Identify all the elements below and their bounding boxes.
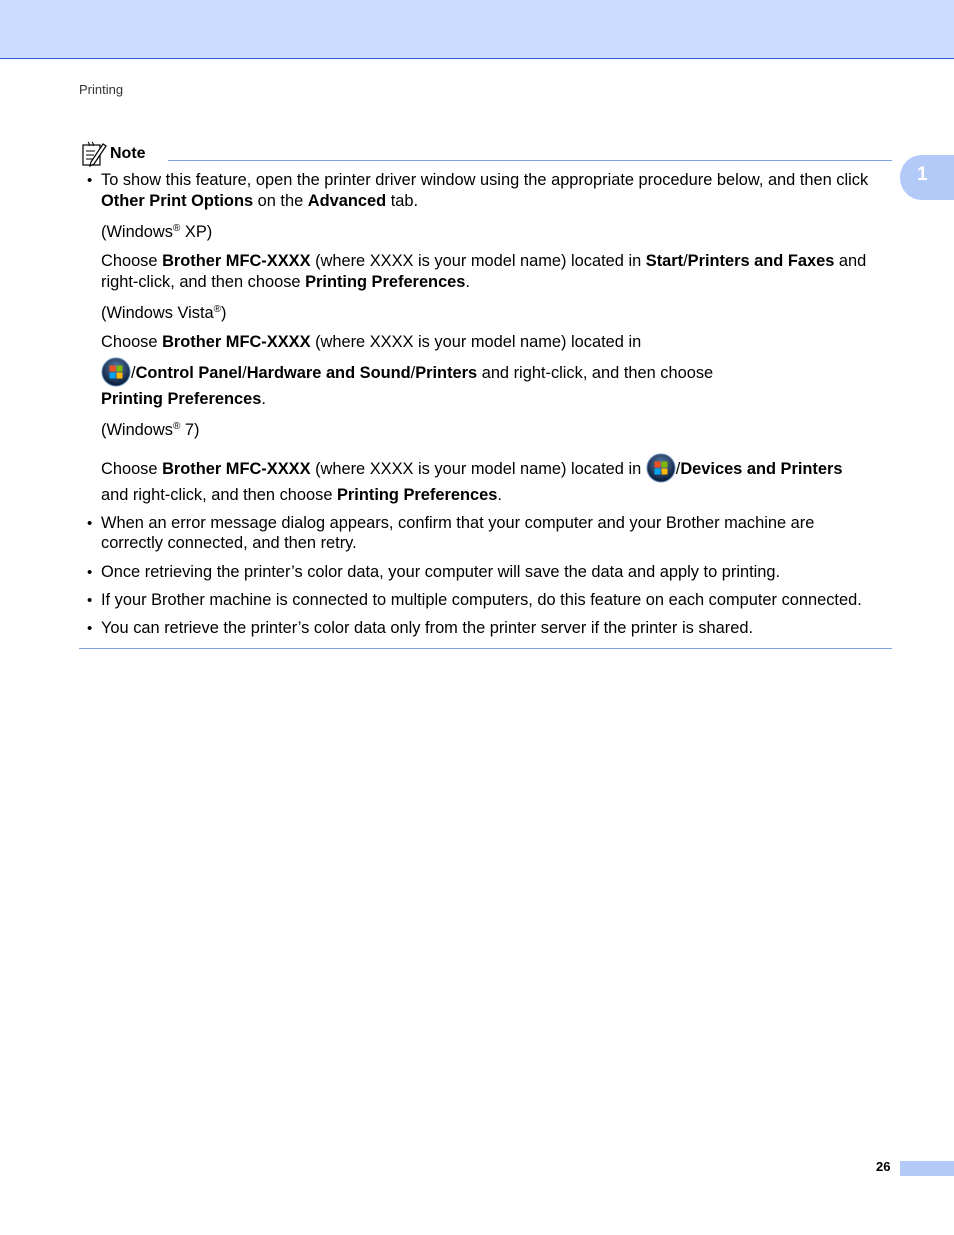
bullet-marker: • <box>87 172 93 189</box>
page-number-tab <box>900 1161 954 1176</box>
note-item-4: If your Brother machine is connected to multiple computers, do this feature on each computer connected. <box>101 591 862 609</box>
windows-vista-line-2: /Control Panel/Hardware and Sound/Printers and right-click, and then choose <box>101 357 713 389</box>
windows-vista-heading: (Windows Vista®) <box>101 304 227 322</box>
note-item-1-line-1: To show this feature, open the printer driver window using the appropriate procedure below, and then click <box>101 171 869 189</box>
chapter-number: 1 <box>917 164 928 185</box>
note-item-1-line-2: Other Print Options on the Advanced tab. <box>101 192 419 210</box>
page-number: 26 <box>876 1159 891 1174</box>
windows-start-orb-icon <box>101 357 131 387</box>
note-divider <box>168 160 892 161</box>
note-pencil-icon <box>81 141 107 167</box>
note-item-2-line-2: correctly connected, and then retry. <box>101 534 357 552</box>
windows-7-heading: (Windows® 7) <box>101 421 200 439</box>
note-item-5: You can retrieve the printer’s color data only from the printer server if the printer is shared. <box>101 619 753 637</box>
windows-xp-heading: (Windows® XP) <box>101 223 213 241</box>
note-item-2-line-1: When an error message dialog appears, confirm that your computer and your Brother machine are <box>101 514 815 532</box>
windows-vista-line-3: Printing Preferences. <box>101 390 266 408</box>
windows-7-line-2: and right-click, and then choose Printing Preferences. <box>101 486 502 504</box>
windows-xp-line-2: right-click, and then choose Printing Preferences. <box>101 273 470 291</box>
windows-7-line-1: Choose Brother MFC-XXXX (where XXXX is your model name) located in /Devices and Printers <box>101 453 843 485</box>
bullet-marker: • <box>87 564 93 581</box>
windows-xp-line-1: Choose Brother MFC-XXXX (where XXXX is your model name) located in Start/Printers and Faxes and <box>101 252 867 270</box>
note-heading <box>81 141 146 167</box>
note-item-3: Once retrieving the printer’s color data, your computer will save the data and apply to printing. <box>101 563 781 581</box>
chapter-tab <box>900 155 954 200</box>
note-end-divider <box>79 648 892 649</box>
windows-vista-line-1: Choose Brother MFC-XXXX (where XXXX is your model name) located in <box>101 333 642 351</box>
bullet-marker: • <box>87 620 93 637</box>
bullet-marker: • <box>87 592 93 609</box>
bullet-marker: • <box>87 515 93 532</box>
note-label: Note <box>110 145 146 162</box>
windows-start-orb-icon <box>646 453 676 483</box>
section-title: Printing <box>79 82 124 97</box>
header-band <box>0 0 954 59</box>
